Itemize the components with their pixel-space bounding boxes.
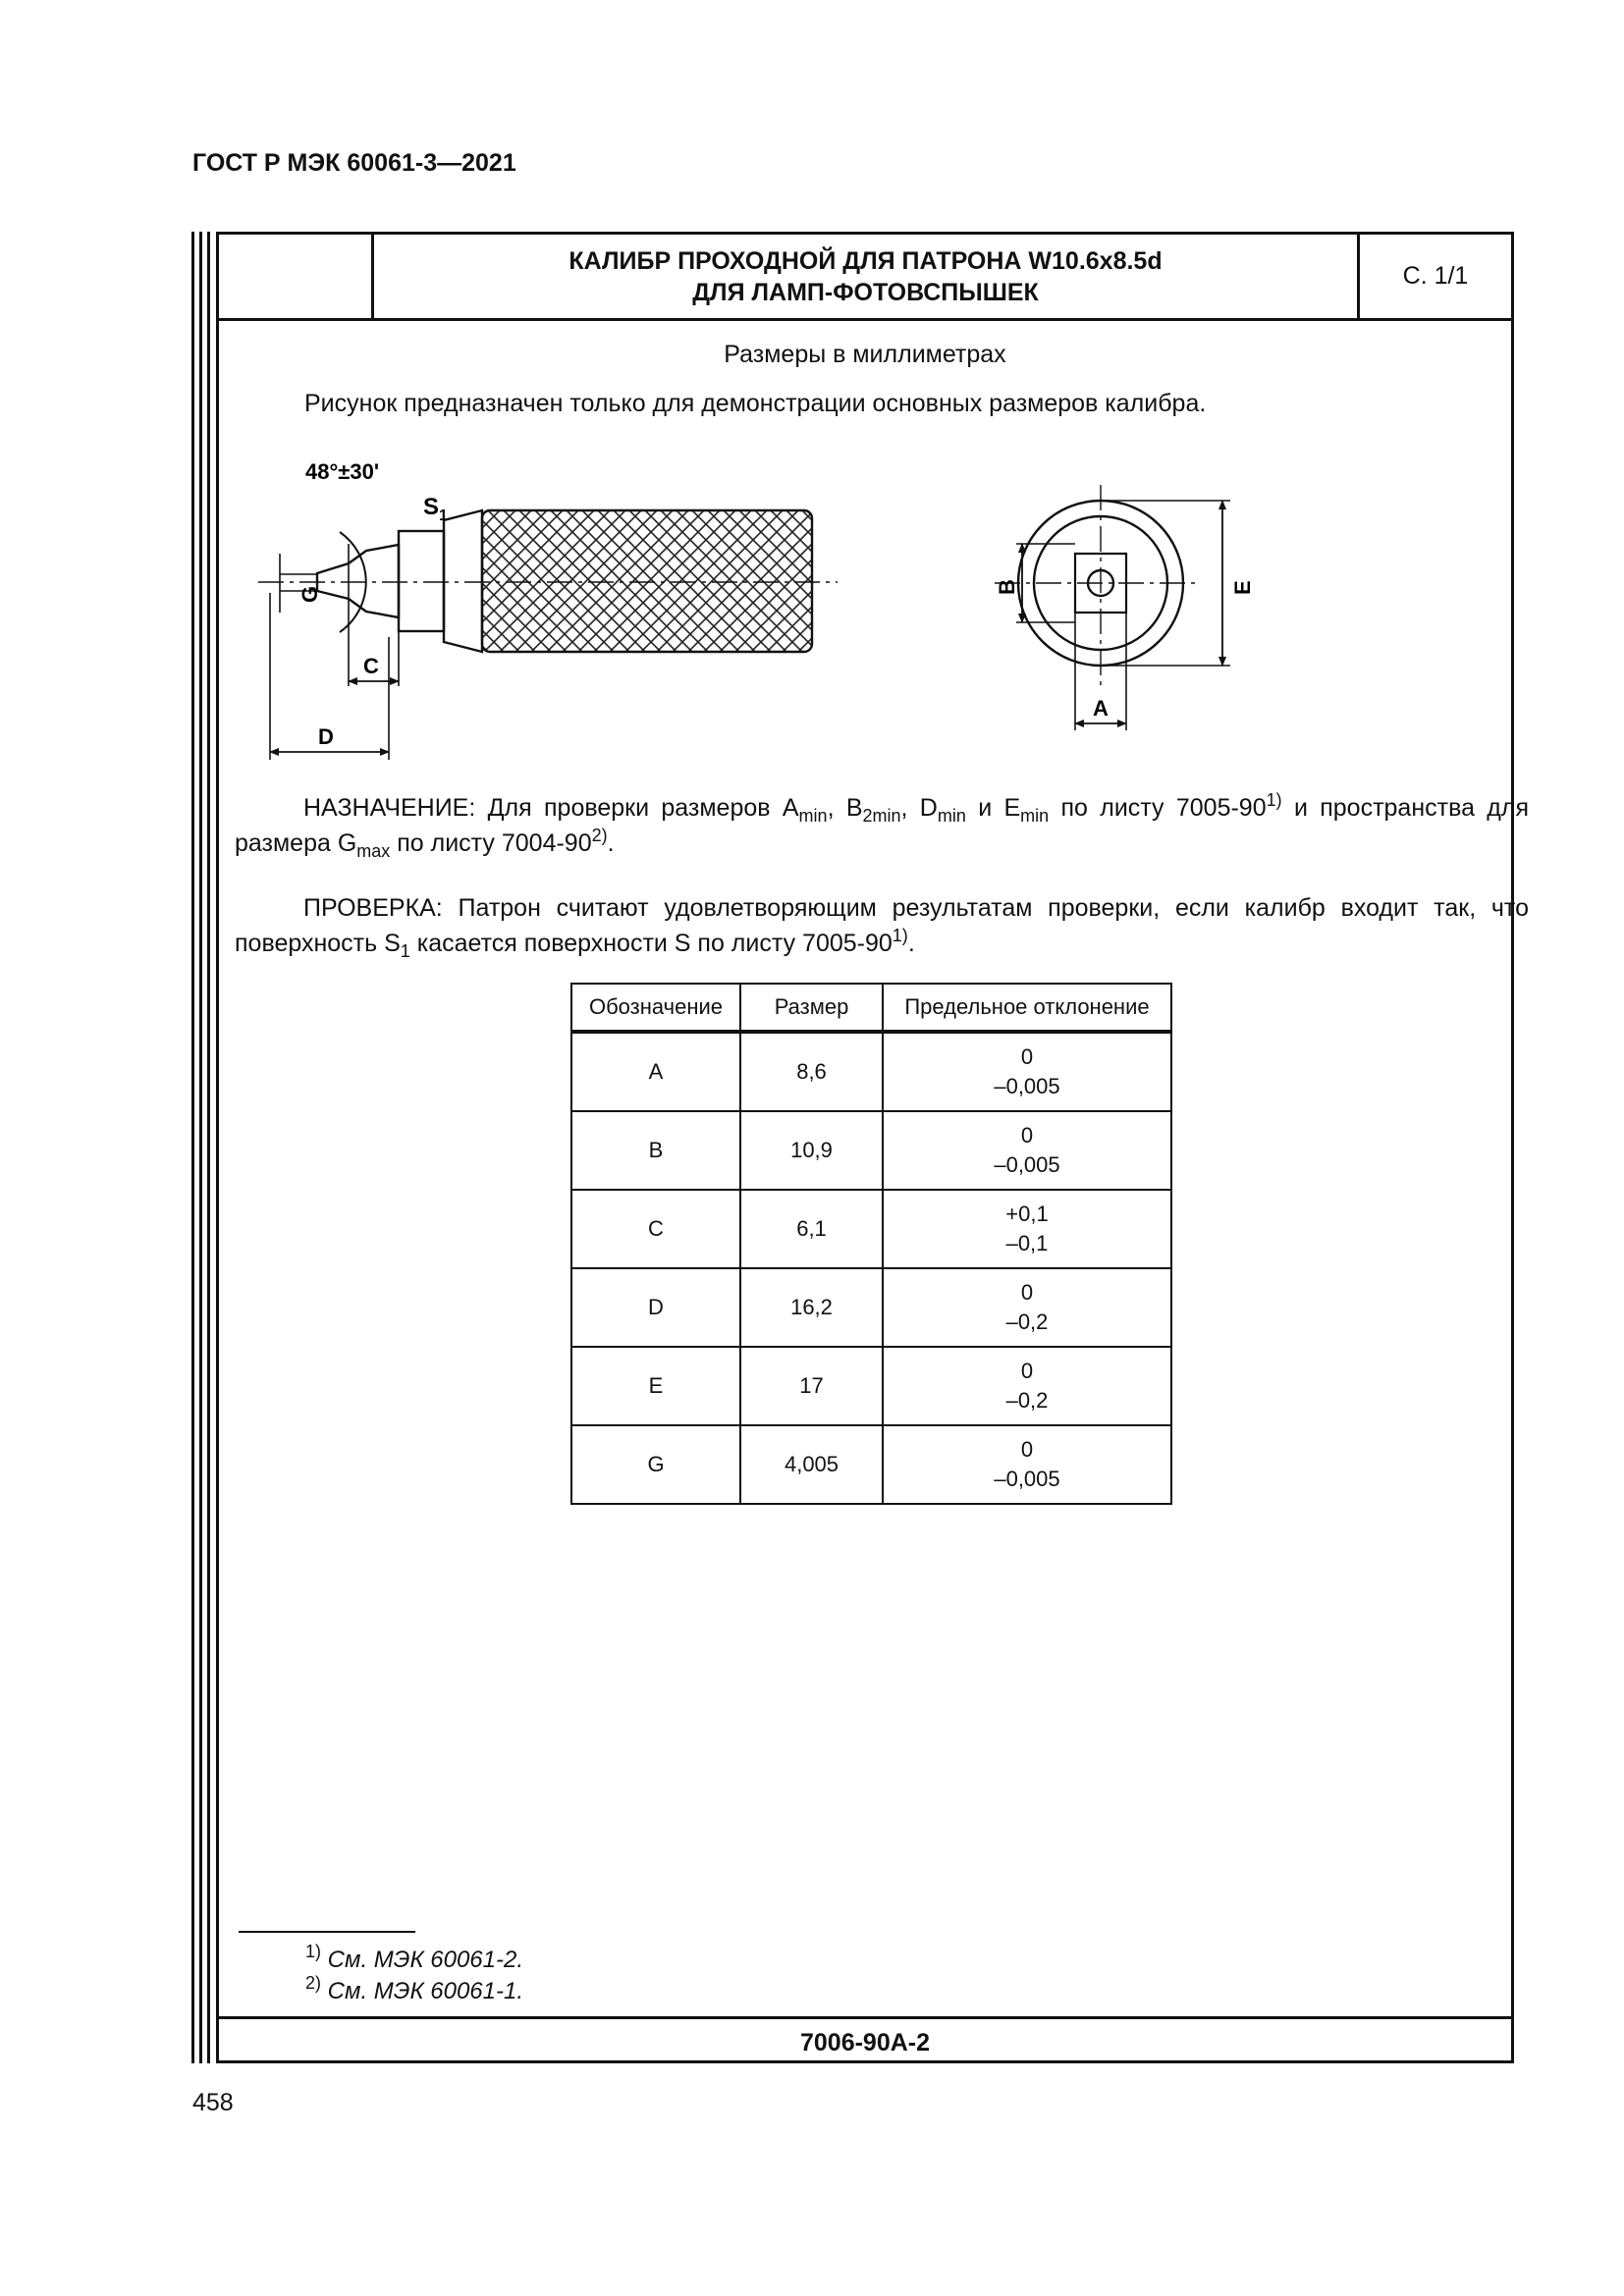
table-row — [571, 1032, 1171, 1111]
footnote: $^{1)}$ См. МЭК 60061-2. — [305, 1942, 524, 1973]
margin-rule — [191, 232, 194, 2063]
cell-tolerance: 0 –0,005 — [883, 1032, 1171, 1111]
d-label: D — [318, 724, 334, 749]
dimensions-table — [570, 983, 1172, 1505]
g-label: G — [298, 585, 322, 603]
demo-note: Рисунок предназначен только для демонстрации основных размеров калибра. — [304, 390, 1207, 417]
gauge-cone — [444, 510, 482, 652]
table-row — [571, 1190, 1171, 1268]
table-row — [571, 1425, 1171, 1504]
cell-size: 6,1 — [740, 1190, 883, 1268]
cell-size: 4,005 — [740, 1425, 883, 1504]
e-label: E — [1230, 580, 1255, 595]
cell-symbol: G — [571, 1425, 740, 1504]
title-block — [219, 235, 1511, 321]
col-header-size: Размер — [740, 984, 883, 1032]
page-ref: С. 1/1 — [1357, 235, 1511, 318]
cell-tolerance: 0 –0,2 — [883, 1268, 1171, 1347]
cell-tolerance: +0,1 –0,1 — [883, 1190, 1171, 1268]
gauge-drawing — [219, 446, 1511, 779]
sheet-title-line1: КАЛИБР ПРОХОДНОЙ ДЛЯ ПАТРОНА W10.6x8.5d — [568, 246, 1163, 275]
cell-symbol: D — [571, 1268, 740, 1347]
sheet-title — [374, 235, 1357, 318]
page-number: 458 — [192, 2089, 234, 2116]
table-row — [571, 1268, 1171, 1347]
b-label: B — [995, 579, 1019, 595]
cell-size: 17 — [740, 1347, 883, 1425]
gauge-collar — [399, 531, 444, 631]
c-label: C — [363, 654, 379, 678]
table-row — [571, 1111, 1171, 1190]
margin-rule — [199, 232, 202, 2063]
cell-tolerance: 0 –0,005 — [883, 1425, 1171, 1504]
gauge-knurled-handle — [482, 510, 812, 652]
cell-symbol: C — [571, 1190, 740, 1268]
footnote: $^{2)}$ См. МЭК 60061-1. — [305, 1973, 524, 2004]
footnote-rule — [239, 1931, 415, 1933]
angle-label: 48°±30' — [305, 459, 380, 484]
purpose-paragraph: НАЗНАЧЕНИЕ: Для проверки размеров $A_{min}$, $B_{2min}$, $D_{min}$ и $E_{min}$ по листу 7005-90$^{1)}$ и пространства для размера $G_{max}$ по листу 7004-90$^{2)}$. — [235, 790, 1530, 861]
sheet-frame — [216, 232, 1530, 2063]
s1-label: $S_1$ — [423, 494, 448, 524]
col-header-symbol: Обозначение — [571, 984, 740, 1032]
document-header: ГОСТ Р МЭК 60061-3—2021 — [192, 149, 516, 177]
cell-size: 16,2 — [740, 1268, 883, 1347]
table-row — [571, 1347, 1171, 1425]
cell-size: 10,9 — [740, 1111, 883, 1190]
cell-symbol: B — [571, 1111, 740, 1190]
cell-symbol: E — [571, 1347, 740, 1425]
cell-tolerance: 0 –0,2 — [883, 1347, 1171, 1425]
sheet-code: 7006-90А-2 — [219, 2016, 1511, 2066]
check-paragraph: ПРОВЕРКА: Патрон считают удовлетворяющим результатам проверки, если калибр входит так, что поверхность $S_1$ касается поверхности S по листу 7005-90$^{1)}$. — [235, 894, 1529, 961]
title-blank-cell — [219, 235, 374, 318]
col-header-tolerance: Предельное отклонение — [883, 984, 1171, 1032]
cell-tolerance: 0 –0,005 — [883, 1111, 1171, 1190]
gauge-tip — [317, 545, 399, 617]
a-label: A — [1093, 696, 1109, 721]
cell-symbol: A — [571, 1032, 740, 1111]
cell-size: 8,6 — [740, 1032, 883, 1111]
sheet-title-line2: ДЛЯ ЛАМП-ФОТОВСПЫШЕК — [692, 278, 1039, 306]
margin-rule — [207, 232, 210, 2063]
units-note: Размеры в миллиметрах — [724, 341, 1006, 368]
